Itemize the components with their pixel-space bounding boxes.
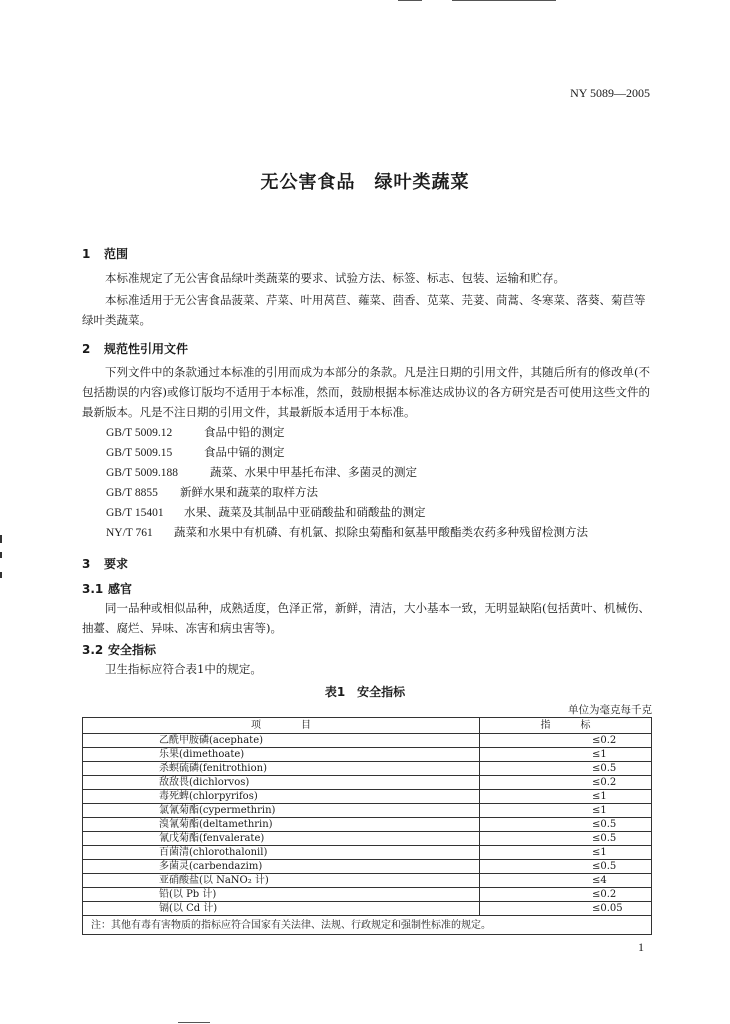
scan-mark-bottom [178, 1022, 210, 1023]
table-cell-item: 镉(以 Cd 计) [83, 902, 480, 916]
section-2-paragraph: 下列文件中的条款通过本标准的引用而成为本部分的条款。凡是注日期的引用文件，其随后所有的修改单(不包括勘误的内容)或修订版均不适用于本标准，然而，鼓励根据本标准达成协议的各方研究是否可使用这些文件的最新版本。凡是不注日期的引用文件，其最新版本适用于本标准。 [82, 365, 650, 419]
reference-item [106, 524, 588, 540]
reference-title: 食品中镉的测定 [204, 447, 285, 459]
scan-edge-mark [0, 552, 2, 558]
section-title: 范围 [104, 247, 129, 261]
section-3-heading [82, 555, 128, 572]
section-number: 3.2 [82, 643, 104, 657]
table-cell-item: 多菌灵(carbendazim) [83, 860, 480, 874]
section-3-1-heading [82, 580, 132, 597]
table-cell-item: 氰戊菊酯(fenvalerate) [83, 832, 480, 846]
table-row [83, 790, 652, 804]
table-cell-value: ≤0.5 [480, 818, 652, 832]
table-row [83, 804, 652, 818]
section-1-paragraph-1: 本标准规定了无公害食品绿叶类蔬菜的要求、试验方法、标签、标志、包装、运输和贮存。 [105, 271, 565, 285]
table-note: 注：其他有毒有害物质的指标应符合国家有关法律、法规、行政规定和强制性标准的规定。 [83, 916, 652, 935]
table-cell-value: ≤0.2 [480, 734, 652, 748]
section-title: 感官 [108, 582, 133, 596]
table-cell-item: 百菌清(chlorothalonil) [83, 846, 480, 860]
table-cell-item: 亚硝酸盐(以 NaNO₂ 计) [83, 874, 480, 888]
section-3-1-paragraph: 同一品种或相似品种，成熟适度，色泽正常，新鲜，清洁，大小基本一致，无明显缺陷(包括黄叶、机械伤、抽薹、腐烂、异味、冻害和病虫害等)。 [82, 601, 650, 635]
table-cell-value: ≤4 [480, 874, 652, 888]
reference-title: 蔬菜、水果中甲基托布津、多菌灵的测定 [210, 467, 417, 479]
table-caption: 表1 安全指标 [324, 685, 406, 699]
table-row [83, 776, 652, 790]
table-row [83, 762, 652, 776]
reference-item [106, 504, 426, 520]
table-cell-value: ≤0.5 [480, 860, 652, 874]
table-note-row [83, 916, 652, 935]
reference-item [106, 424, 285, 440]
table-header-row [83, 718, 652, 734]
table-cell-item: 乙酰甲胺磷(acephate) [83, 734, 480, 748]
reference-code: GB/T 5009.188 [106, 467, 178, 479]
table-row [83, 832, 652, 846]
section-number: 3.1 [82, 582, 104, 596]
section-number: 3 [82, 557, 91, 571]
table-row [83, 818, 652, 832]
reference-code: GB/T 5009.12 [106, 427, 173, 439]
scan-mark-top-left [398, 0, 422, 1]
table-row [83, 874, 652, 888]
reference-code: GB/T 5009.15 [106, 447, 173, 459]
scan-edge-mark [0, 572, 2, 578]
reference-code: GB/T 8855 [106, 487, 158, 499]
table-cell-value: ≤1 [480, 790, 652, 804]
table-row [83, 734, 652, 748]
page-number: 1 [638, 940, 644, 954]
table-cell-value: ≤0.05 [480, 902, 652, 916]
section-title: 安全指标 [108, 643, 157, 657]
safety-indicators-table [82, 717, 652, 935]
table-cell-value: ≤0.2 [480, 776, 652, 790]
table-cell-item: 铅(以 Pb 计) [83, 888, 480, 902]
reference-title: 水果、蔬菜及其制品中亚硝酸盐和硝酸盐的测定 [184, 507, 426, 519]
table-row [83, 748, 652, 762]
reference-code: GB/T 15401 [106, 507, 164, 519]
scan-edge-mark [0, 535, 2, 543]
document-title: 无公害食品 绿叶类蔬菜 [260, 172, 470, 193]
table-cell-item: 氯氰菊酯(cypermethrin) [83, 804, 480, 818]
section-title: 要求 [104, 557, 129, 571]
reference-item [106, 464, 417, 480]
table-unit: 单位为毫克每千克 [568, 704, 652, 716]
reference-title: 食品中铅的测定 [204, 427, 285, 439]
scan-mark-top-right [452, 0, 556, 1]
reference-item [106, 444, 285, 460]
section-1-paragraph-2: 本标准适用于无公害食品菠菜、芹菜、叶用莴苣、蕹菜、茴香、苋菜、芫荽、茼蒿、冬寒菜、落葵、菊苣等绿叶类蔬菜。 [82, 293, 646, 327]
reference-title: 新鲜水果和蔬菜的取样方法 [180, 487, 318, 499]
section-title: 规范性引用文件 [104, 342, 189, 356]
table-cell-item: 杀螟硫磷(fenitrothion) [83, 762, 480, 776]
reference-item [106, 484, 318, 500]
table-cell-value: ≤0.5 [480, 832, 652, 846]
table-cell-item: 毒死蜱(chlorpyrifos) [83, 790, 480, 804]
standard-code: NY 5089—2005 [570, 86, 650, 100]
table-cell-value: ≤1 [480, 846, 652, 860]
table-row [83, 888, 652, 902]
section-3-2-paragraph: 卫生指标应符合表1中的规定。 [105, 662, 262, 676]
column-header-item: 项 目 [83, 718, 480, 734]
reference-title: 蔬菜和水果中有机磷、有机氯、拟除虫菊酯和氨基甲酸酯类农药多种残留检测方法 [174, 527, 588, 539]
table-row [83, 860, 652, 874]
table-row [83, 902, 652, 916]
section-number: 1 [82, 247, 91, 261]
table-row [83, 846, 652, 860]
table-cell-value: ≤1 [480, 748, 652, 762]
table-cell-item: 乐果(dimethoate) [83, 748, 480, 762]
column-header-value: 指 标 [480, 718, 652, 734]
table-cell-value: ≤0.2 [480, 888, 652, 902]
section-number: 2 [82, 342, 91, 356]
table-cell-item: 溴氰菊酯(deltamethrin) [83, 818, 480, 832]
section-1-heading [82, 245, 128, 262]
table-cell-value: ≤0.5 [480, 762, 652, 776]
table-cell-value: ≤1 [480, 804, 652, 818]
reference-code: NY/T 761 [106, 527, 153, 539]
section-3-2-heading [82, 641, 156, 658]
table-cell-item: 敌敌畏(dichlorvos) [83, 776, 480, 790]
section-2-heading [82, 340, 188, 357]
